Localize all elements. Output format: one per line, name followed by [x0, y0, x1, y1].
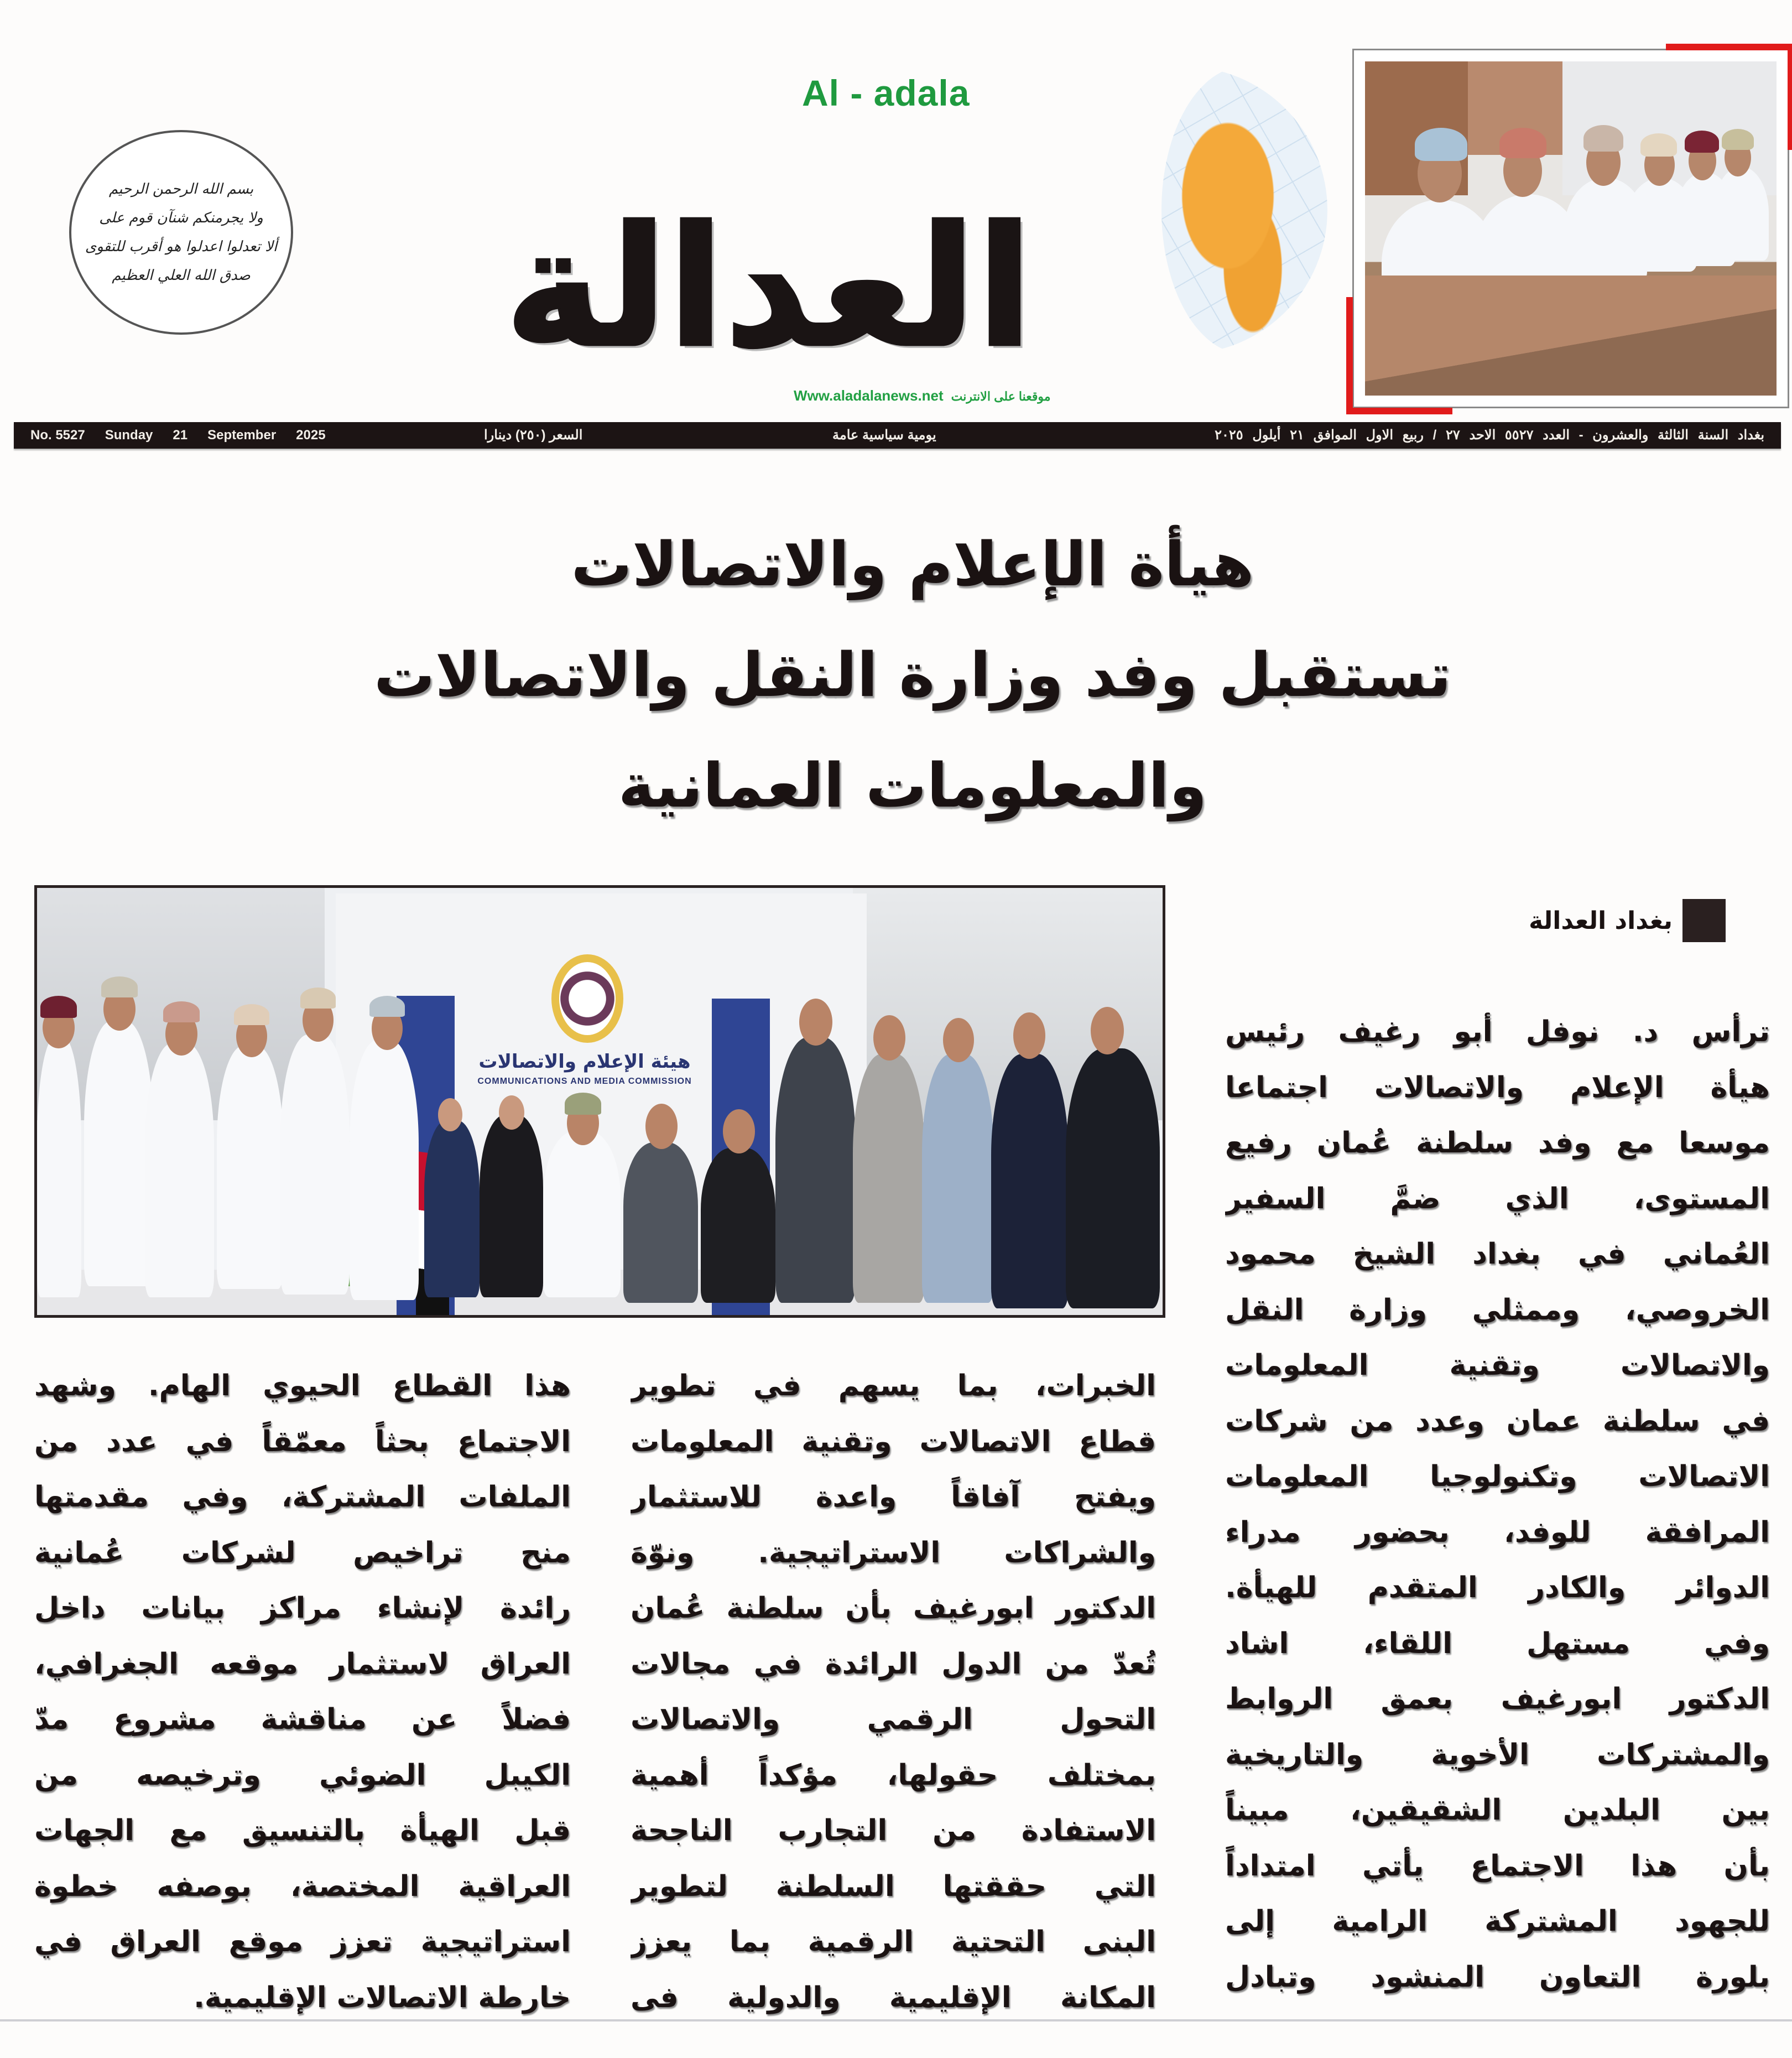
cmc-emblem-icon — [551, 954, 623, 1043]
text-line: العراقية المختصة، بوصفه خطوة — [34, 1869, 571, 1903]
person — [1066, 1048, 1160, 1308]
person — [543, 1131, 621, 1297]
person — [217, 1046, 283, 1289]
quran-verse-seal — [69, 130, 293, 335]
person — [922, 1054, 994, 1303]
cover-photo-meeting — [1352, 49, 1789, 408]
text-line: الاجتماع بحثاً معمّقاً في عدد من — [34, 1425, 571, 1458]
headline-line: هيأة الإعلام والاتصالات — [571, 529, 1254, 600]
text-line: المكانة الإقليمية والدولية فى — [631, 1981, 1156, 2014]
text-line: الخروصي، وممثلي وزارة النقل — [1225, 1293, 1770, 1327]
text-line: قبل الهيأة بالتنسيق مع الجهات — [34, 1814, 571, 1847]
text-line: الملفات المشتركة، وفي مقدمتها — [34, 1480, 571, 1514]
verse-line: ألا تعدلوا اعدلوا هو أقرب للتقوى — [85, 238, 278, 255]
article-column-1 — [1225, 1004, 1770, 2005]
page-bottom-rule — [0, 2019, 1792, 2021]
wall-sign-english: COMMUNICATIONS AND MEDIA COMMISSION — [477, 1077, 692, 1086]
issue-price: السعر (٢٥٠) دينارا — [484, 428, 583, 443]
person — [623, 1142, 698, 1303]
text-line: بأن هذا الاجتماع يأتي امتداداً — [1225, 1849, 1770, 1883]
article-column-3 — [34, 1358, 571, 2025]
text-line: هيأة الإعلام والاتصالات اجتماعا — [1225, 1070, 1770, 1104]
day-number: 21 — [173, 428, 188, 443]
text-line: البنى التحتية الرقمية بما يعزز — [631, 1925, 1156, 1958]
text-line: تُعدّ من الدول الرائدة في مجالات — [631, 1647, 1156, 1681]
year: 2025 — [296, 428, 326, 443]
paper-type: يومية سياسية عامة — [832, 428, 936, 443]
text-line: العراق لاستثمار موقعه الجغرافي، — [34, 1647, 571, 1681]
text-line: استراتيجية تعزز موقع العراق في — [34, 1925, 571, 1958]
text-line: موسعا مع وفد سلطنة عُمان رفيع — [1225, 1126, 1770, 1160]
text-line: بين البلدين الشقيقين، مبيناً — [1225, 1794, 1770, 1827]
person — [701, 1148, 775, 1303]
text-line: الاتصالات وتكنولوجيا المعلومات — [1225, 1460, 1770, 1493]
text-line: التي حققتها السلطنة لتطوير — [631, 1869, 1156, 1903]
person — [775, 1037, 856, 1303]
headline-line: والمعلومات العمانية — [618, 750, 1207, 821]
person — [424, 1120, 480, 1297]
arabic-date: بغداد السنة الثالثة والعشرون - العدد ٥٥٢٧ الاحد ٢٧ / ربيع الاول الموافق ٢١ أيلول ٢٠٢٥ — [1215, 428, 1764, 443]
text-line: فضلاً عن مناقشة مشروع مدّ — [34, 1703, 571, 1736]
website-label: موقعنا على الانترنت — [951, 389, 1051, 403]
text-line: خارطة الاتصالات الإقليمية. — [194, 1981, 571, 2014]
globe-icon — [1161, 66, 1327, 354]
article-headline — [332, 509, 1493, 841]
text-line: في سلطنة عمان وعدد من شركات — [1225, 1404, 1770, 1438]
article-column-2 — [631, 1358, 1156, 2025]
verse-line: صدق الله العلي العظيم — [112, 267, 251, 284]
article-group-photo — [34, 885, 1165, 1318]
seated-person — [1713, 167, 1769, 261]
website-link[interactable] — [794, 387, 1051, 404]
issue-dateline-bar — [14, 422, 1781, 449]
logo-title-latin: Al - adala — [802, 72, 970, 113]
wall-sign-arabic: هيئة الإعلام والاتصالات — [478, 1051, 691, 1073]
article-byline — [1529, 899, 1726, 942]
logo-title-arabic: العدالة — [504, 191, 1033, 384]
red-corner-accent — [1666, 44, 1792, 150]
person — [350, 1040, 419, 1300]
square-bullet-icon — [1682, 899, 1726, 942]
text-line: للجهود المشتركة الرامية إلى — [1225, 1905, 1770, 1938]
text-line: ترأس د. نوفل أبو رغيف رئيس — [1225, 1015, 1770, 1048]
text-line: العُماني في بغداد الشيخ محمود — [1225, 1238, 1770, 1271]
text-line: بمختلف حقولها، مؤكداً أهمية — [631, 1758, 1156, 1792]
person — [853, 1054, 925, 1303]
month: September — [207, 428, 277, 443]
weekday: Sunday — [105, 428, 153, 443]
issue-number: No. 5527 — [30, 428, 85, 443]
verse-line: ولا يجرمنكم شنآن قوم على — [99, 210, 263, 226]
text-line: التحول الرقمي والاتصالات — [631, 1703, 1156, 1736]
text-line: المستوى، الذي ضمَّ السفير — [1225, 1182, 1770, 1215]
text-line: والشراكات الاستراتيجية. ونوّهَ — [631, 1536, 1156, 1570]
text-line: هذا القطاع الحيوي الهام. وشهد — [34, 1369, 571, 1402]
text-line: الخبرات، بما يسهم في تطوير — [631, 1369, 1156, 1402]
text-line: الدكتور ابورغيف بعمق الروابط — [1225, 1682, 1770, 1716]
verse-line: بسم الله الرحمن الرحيم — [108, 181, 254, 198]
byline-text: بغداد العدالة — [1529, 906, 1673, 935]
text-line: وفي مستهل اللقاء، اشاد — [1225, 1626, 1770, 1660]
text-line: بلورة التعاون المنشود وتبادل — [1225, 1960, 1770, 1994]
text-line: رائدة لإنشاء مراكز بيانات داخل — [34, 1592, 571, 1625]
text-line: قطاع الاتصالات وتقنية المعلومات — [631, 1425, 1156, 1458]
text-line: الكيبل الضوئي وترخيصه من — [34, 1758, 571, 1792]
text-line: الدوائر والكادر المتقدم للهيأة. — [1225, 1571, 1770, 1604]
text-line: منح تراخيص لشركات عُمانية — [34, 1536, 571, 1570]
text-line: والمشتركات الأخوية والتاريخية — [1225, 1738, 1770, 1771]
text-line: الاستفادة من التجارب الناجحة — [631, 1814, 1156, 1847]
person — [37, 1037, 81, 1297]
newspaper-logo — [376, 55, 1316, 415]
masthead — [0, 0, 1792, 420]
person — [480, 1115, 543, 1297]
text-line: المرافقة للوفد، بحضور مدراء — [1225, 1515, 1770, 1549]
red-corner-accent — [1346, 297, 1452, 414]
text-line: والاتصالات وتقنية المعلومات — [1225, 1349, 1770, 1382]
headline-line: تستقبل وفد وزارة النقل والاتصالات — [374, 640, 1451, 710]
person — [991, 1054, 1069, 1308]
text-line: ويفتح آفاقاً واعدة للاستثمار — [631, 1480, 1156, 1514]
text-line: الدكتور ابورغيف بأن سلطنة عُمان — [631, 1592, 1156, 1625]
person — [84, 1021, 153, 1286]
english-date — [30, 422, 326, 449]
person — [145, 1043, 214, 1297]
website-url: Www.aladalanews.net — [794, 387, 944, 404]
person — [280, 1035, 350, 1295]
